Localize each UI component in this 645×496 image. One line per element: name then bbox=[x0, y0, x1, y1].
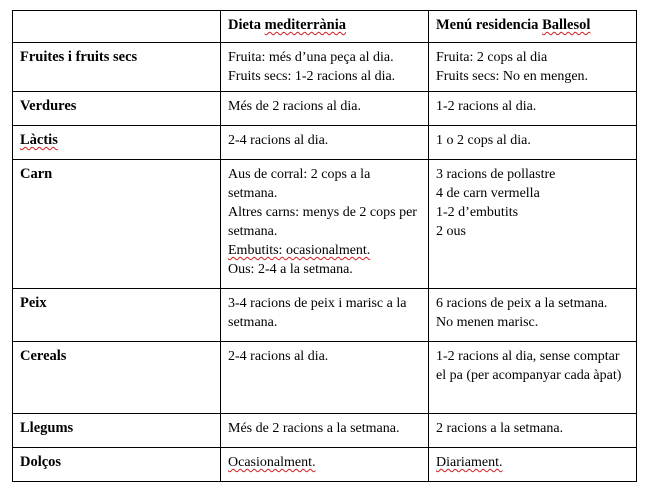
menu-cell bbox=[429, 448, 637, 482]
menu-line: 6 racions de peix a la setmana. bbox=[436, 296, 608, 311]
table-row bbox=[13, 414, 637, 448]
diet-line: 3-4 racions de peix i marisc a la setmana. bbox=[228, 296, 407, 330]
menu-line: Fruita: 2 cops al dia bbox=[436, 50, 548, 65]
diet-line: 2-4 racions al dia. bbox=[228, 133, 329, 148]
diet-line: Embutits: ocasionalment. bbox=[228, 243, 371, 258]
menu-cell bbox=[429, 289, 637, 342]
row-label-text: Làctis bbox=[20, 132, 58, 148]
row-label: Cereals bbox=[13, 342, 221, 414]
menu-cell bbox=[429, 414, 637, 448]
diet-line: Fruita: més d’una peça al dia. bbox=[228, 50, 394, 65]
menu-line: 2 racions a la setmana. bbox=[436, 421, 564, 436]
menu-cell bbox=[429, 126, 637, 160]
menu-cell bbox=[429, 43, 637, 92]
diet-cell bbox=[221, 92, 429, 126]
diet-line: Fruits secs: 1-2 racions al dia. bbox=[228, 69, 396, 84]
header-menu-word: Ballesol bbox=[542, 17, 591, 33]
comparison-table bbox=[12, 10, 637, 482]
diet-cell bbox=[221, 126, 429, 160]
menu-line: 4 de carn vermella bbox=[436, 186, 540, 201]
table-row bbox=[13, 126, 637, 160]
menu-line: 2 ous bbox=[436, 224, 466, 239]
header-cell-menu: Menú residencia Ballesol bbox=[429, 11, 637, 43]
row-label: Carn bbox=[13, 160, 221, 289]
diet-line: Més de 2 racions a la setmana. bbox=[228, 421, 400, 436]
menu-line: 1-2 d’embutits bbox=[436, 205, 519, 220]
table-row bbox=[13, 342, 637, 414]
diet-line: 2-4 racions al dia. bbox=[228, 349, 329, 364]
row-label bbox=[13, 126, 221, 160]
header-diet-word: mediterrània bbox=[264, 17, 346, 33]
menu-cell bbox=[429, 342, 637, 414]
diet-line: Més de 2 racions al dia. bbox=[228, 99, 361, 114]
menu-cell bbox=[429, 160, 637, 289]
table-row bbox=[13, 448, 637, 482]
header-row bbox=[13, 11, 637, 43]
diet-cell bbox=[221, 448, 429, 482]
menu-line: Diariament. bbox=[436, 455, 503, 470]
diet-cell bbox=[221, 43, 429, 92]
diet-cell bbox=[221, 289, 429, 342]
menu-line: No menen marisc. bbox=[436, 315, 539, 330]
diet-line: Aus de corral: 2 cops a la setmana. bbox=[228, 167, 371, 201]
menu-line: Fruits secs: No en mengen. bbox=[436, 69, 589, 84]
row-label: Llegums bbox=[13, 414, 221, 448]
diet-cell bbox=[221, 342, 429, 414]
table-row bbox=[13, 289, 637, 342]
header-cell-diet: Dieta mediterrània bbox=[221, 11, 429, 43]
menu-line: 3 racions de pollastre bbox=[436, 167, 556, 182]
table-row bbox=[13, 92, 637, 126]
table-row bbox=[13, 43, 637, 92]
menu-line: 1-2 racions al dia, sense comptar el pa (per acompanyar cada àpat) bbox=[436, 349, 622, 383]
row-label: Verdures bbox=[13, 92, 221, 126]
diet-line: Ous: 2-4 a la setmana. bbox=[228, 262, 353, 277]
menu-line: 1 o 2 cops al dia. bbox=[436, 133, 531, 148]
menu-cell bbox=[429, 92, 637, 126]
row-label: Dolços bbox=[13, 448, 221, 482]
diet-line: Ocasionalment. bbox=[228, 455, 316, 470]
header-cell-empty bbox=[13, 11, 221, 43]
row-label: Fruites i fruits secs bbox=[13, 43, 221, 92]
diet-line: Altres carns: menys de 2 cops per setmana. bbox=[228, 205, 417, 239]
table-row bbox=[13, 160, 637, 289]
diet-cell bbox=[221, 414, 429, 448]
row-label: Peix bbox=[13, 289, 221, 342]
menu-line: 1-2 racions al dia. bbox=[436, 99, 537, 114]
diet-cell bbox=[221, 160, 429, 289]
